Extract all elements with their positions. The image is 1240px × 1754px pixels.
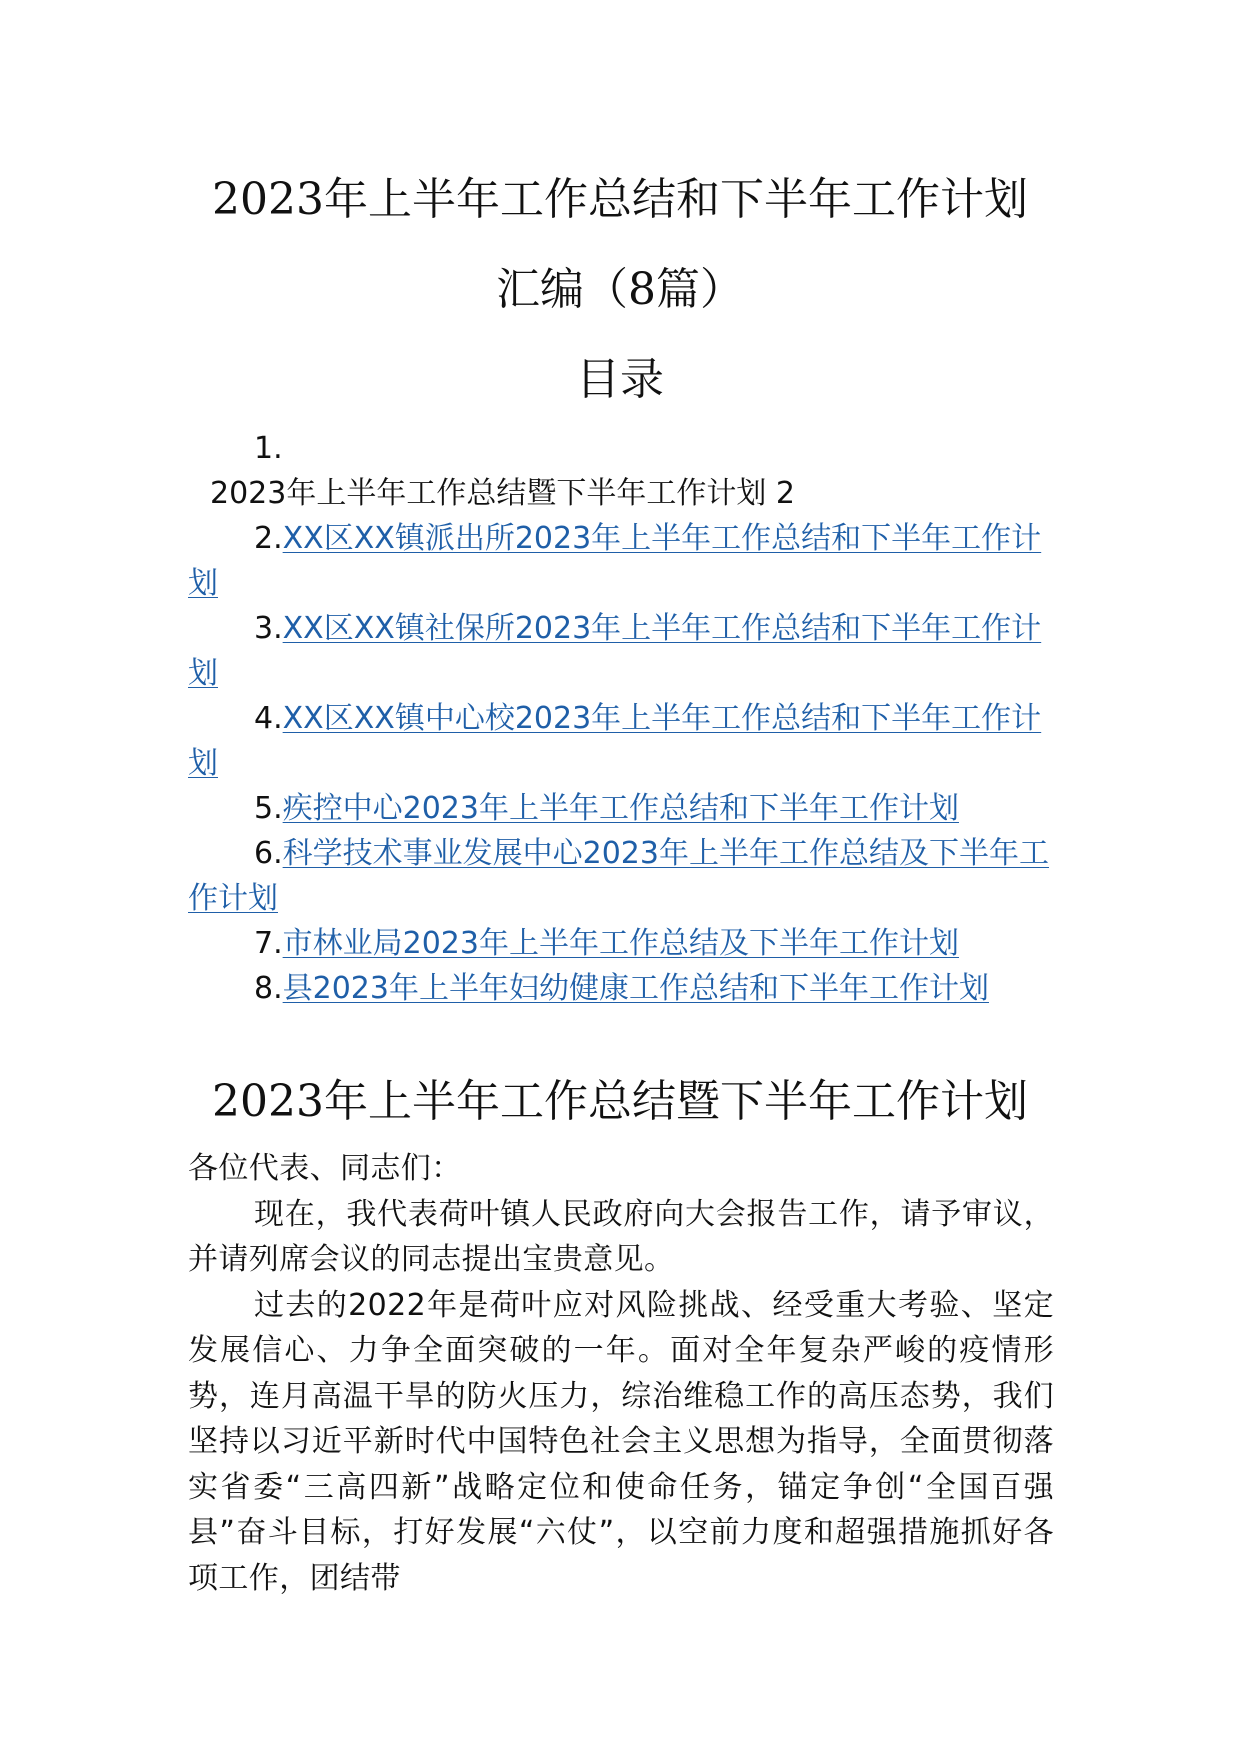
toc-item-link[interactable]: 县2023年上半年妇幼健康工作总结和下半年工作计划 <box>282 971 989 1006</box>
toc-item-link[interactable]: XX区XX镇社保所2023年上半年工作总结和下半年工作计划 <box>188 611 1042 691</box>
toc-item-4[interactable] <box>188 696 1054 786</box>
toc-item-link[interactable]: 2023年上半年工作总结暨下半年工作计划 2 <box>210 476 795 511</box>
toc-item-number: 1. <box>254 431 283 466</box>
toc-item-link[interactable]: 市林业局2023年上半年工作总结及下半年工作计划 <box>282 926 959 961</box>
toc-item-6[interactable] <box>188 831 1054 921</box>
toc-item-number: 7. <box>254 926 283 961</box>
toc-item-3[interactable] <box>188 606 1054 696</box>
toc-item-7[interactable] <box>188 921 1054 966</box>
toc-item-5[interactable] <box>188 786 1054 831</box>
toc-item-8[interactable] <box>188 966 1054 1011</box>
section-title-year: 2023 <box>212 1076 324 1127</box>
body-paragraph: 现在，我代表荷叶镇人民政府向大会报告工作，请予审议，并请列席会议的同志提出宝贵意见。 <box>188 1196 1054 1277</box>
toc-item-link[interactable]: 疾控中心2023年上半年工作总结和下半年工作计划 <box>282 791 959 826</box>
title-compilation-suffix: 篇） <box>656 264 744 315</box>
document-title-line-1 <box>170 172 1070 228</box>
body-paragraph: 过去的2022年是荷叶应对风险挑战、经受重大考验、坚定发展信心、力争全面突破的一年。面对全年复杂严峻的疫情形势，连月高温干旱的防火压力，综治维稳工作的高压态势，我们坚持以习近平新时代中国特色社会主义思想为指导，全面贯彻落实省委“三高四新”战略定位和使命任务，锚定争创“全国百强县”奋斗目标，打好发展“六仗”，以空前力度和超强措施抓好各项工作，团结带 <box>188 1287 1054 1596</box>
toc-item-link[interactable]: 科学技术事业发展中心2023年上半年工作总结及下半年工作计划 <box>188 836 1049 916</box>
title-year: 2023 <box>212 174 324 225</box>
toc-item-link[interactable]: XX区XX镇派出所2023年上半年工作总结和下半年工作计划 <box>188 521 1042 601</box>
toc-item-number: 8. <box>254 971 283 1006</box>
toc-item-1[interactable] <box>188 426 1054 516</box>
toc-item-2[interactable] <box>188 516 1054 606</box>
toc-item-number: 3. <box>254 611 283 646</box>
section-body <box>188 1146 1054 1601</box>
toc-item-link[interactable]: XX区XX镇中心校2023年上半年工作总结和下半年工作计划 <box>188 701 1042 781</box>
salutation: 各位代表、同志们： <box>188 1151 462 1186</box>
toc-item-number: 6. <box>254 836 283 871</box>
toc-item-number: 2. <box>254 521 283 556</box>
title-text: 年上半年工作总结和下半年工作计划 <box>323 174 1028 225</box>
document-title-line-2 <box>170 262 1070 318</box>
title-compilation-prefix: 汇编（ <box>496 264 628 315</box>
toc-item-number: 4. <box>254 701 283 736</box>
section-title-text: 年上半年工作总结暨下半年工作计划 <box>323 1076 1028 1127</box>
title-count: 8 <box>628 264 656 315</box>
table-of-contents <box>188 426 1054 1011</box>
toc-heading: 目录 <box>576 354 664 405</box>
toc-item-number: 5. <box>254 791 283 826</box>
section-title <box>170 1074 1070 1130</box>
